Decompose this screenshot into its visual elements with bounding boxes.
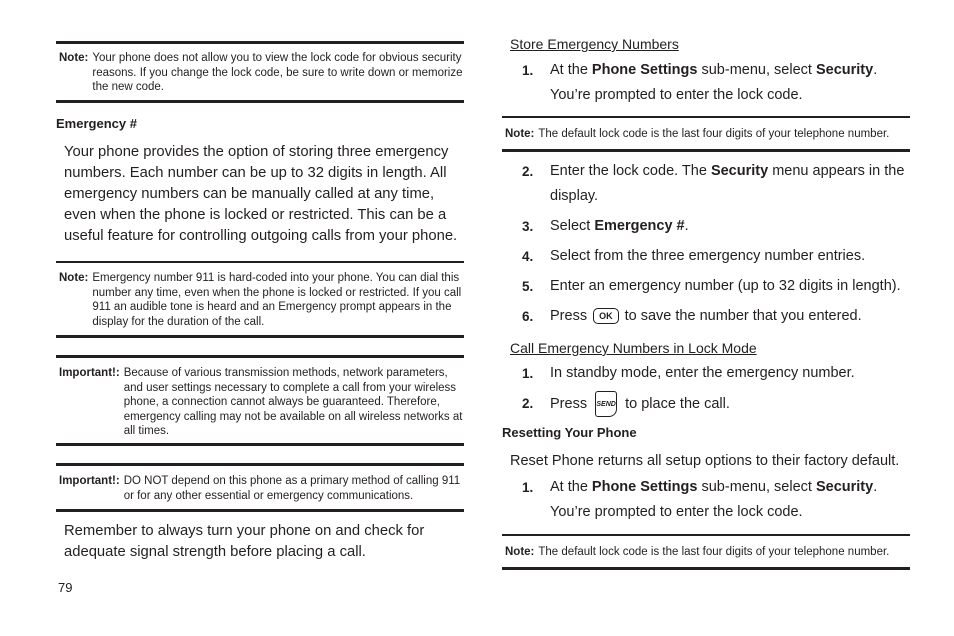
note-label: Note: (505, 546, 535, 558)
important-text: Because of various transmission methods, network parameters, and user settings necessary to complete a call from your wireless phone, a connection cannot always be guaranteed. Therefore, emergency calling may not be available on all wireless networks at all times. (123, 367, 463, 437)
step-text: Press SEND to place the call. (550, 391, 910, 417)
emergency-heading: Emergency # (56, 116, 137, 131)
store-step-1 (522, 58, 910, 108)
note-label: Note: (505, 128, 535, 140)
note-lock-code-privacy (56, 41, 464, 103)
important-do-not-depend (56, 463, 464, 512)
note-label: Note: (59, 272, 89, 284)
reminder-paragraph: Remember to always turn your phone on and check for adequate signal strength before placing a call. (64, 523, 425, 560)
step-text: Enter the lock code. The Security menu appears in the display. (550, 163, 905, 204)
page-number: 79 (58, 580, 73, 595)
emergency-paragraph: Your phone provides the option of storing three emergency numbers. Each number can be up to 32 digits in length. All emergency numbers can be manually called at any time, even when the phone is locked or restricted. This can be a useful feature for controlling outgoing calls from your phone. (64, 144, 458, 244)
reset-step-1 (522, 475, 910, 525)
ok-key-icon: OK (593, 308, 619, 324)
note-text: The default lock code is the last four digits of your telephone number. (538, 128, 890, 140)
step-text: Enter an emergency number (up to 32 digits in length). (550, 278, 901, 294)
step-text: Select Emergency #. (550, 218, 689, 234)
note-911 (56, 261, 464, 338)
important-label: Important!: (59, 475, 120, 487)
store-step-4 (522, 244, 910, 269)
note-default-lock-code-2 (502, 534, 910, 570)
step-text: Select from the three emergency number entries. (550, 248, 866, 264)
lock-step-2 (522, 391, 910, 417)
store-step-6 (522, 304, 910, 329)
step-number: 6. (522, 309, 534, 324)
step-text: At the Phone Settings sub-menu, select Security. You’re prompted to enter the lock code. (550, 62, 878, 103)
lock-step-1 (522, 361, 910, 386)
important-label: Important!: (59, 367, 120, 379)
store-step-3 (522, 214, 910, 239)
lock-mode-heading: Call Emergency Numbers in Lock Mode (510, 340, 757, 356)
step-number: 5. (522, 279, 534, 294)
note-text: The default lock code is the last four digits of your telephone number. (538, 546, 890, 558)
note-label: Note: (59, 52, 89, 64)
important-text: DO NOT depend on this phone as a primary method of calling 911 or for any other essential or emergency communications. (123, 475, 461, 502)
important-transmission (56, 355, 464, 446)
store-emergency-heading: Store Emergency Numbers (510, 36, 679, 52)
step-text: In standby mode, enter the emergency number. (550, 365, 855, 381)
note-text: Emergency number 911 is hard-coded into your phone. You can dial this number any time, even when the phone is locked or restricted. If you call 911 an audible tone is heard and an Emergency prompt appears in the display for the duration of the call. (92, 272, 462, 328)
step-number: 1. (522, 480, 534, 495)
store-step-5 (522, 274, 910, 299)
send-key-icon: SEND (595, 391, 617, 417)
note-text: Your phone does not allow you to view the lock code for obvious security reasons. If you change the lock code, be sure to write down or memorize the new code. (92, 52, 463, 93)
step-number: 4. (522, 249, 534, 264)
reset-paragraph: Reset Phone returns all setup options to their factory default. (510, 453, 900, 469)
note-default-lock-code (502, 116, 910, 152)
step-number: 3. (522, 219, 534, 234)
step-number: 2. (522, 164, 534, 179)
step-number: 1. (522, 63, 534, 78)
store-step-2 (522, 159, 910, 209)
step-number: 1. (522, 366, 534, 381)
step-number: 2. (522, 396, 534, 411)
step-text: At the Phone Settings sub-menu, select Security. You’re prompted to enter the lock code. (550, 479, 878, 520)
resetting-heading: Resetting Your Phone (502, 425, 637, 440)
step-text: Press OK to save the number that you entered. (550, 308, 862, 324)
